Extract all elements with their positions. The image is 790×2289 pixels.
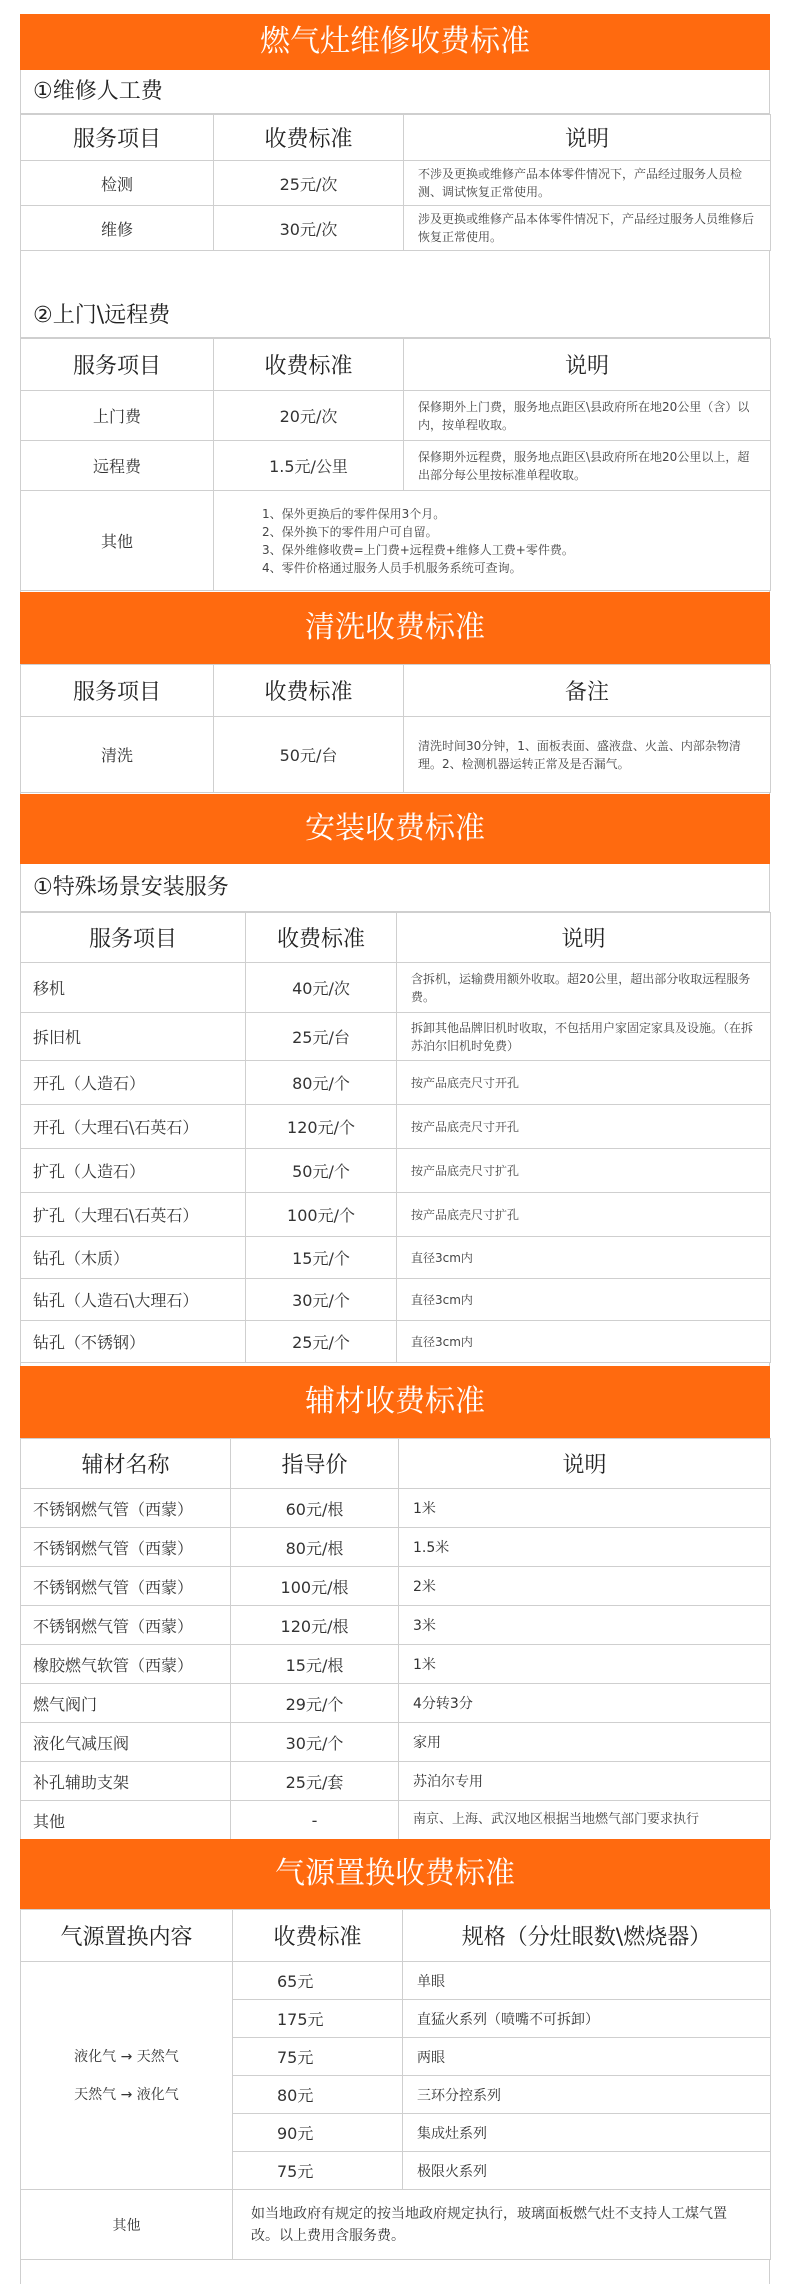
note-cell: 直径3cm内 xyxy=(397,1321,771,1363)
price-cell: - xyxy=(231,1801,399,1840)
price-cell: 29元/个 xyxy=(231,1684,399,1723)
item-cell: 移机 xyxy=(21,963,246,1013)
price-cell: 25元/次 xyxy=(214,161,404,206)
table-row xyxy=(21,1567,771,1606)
note-cell: 1.5米 xyxy=(399,1528,771,1567)
item-cell: 不锈钢燃气管（西蒙） xyxy=(21,1489,231,1528)
note-cell: 4分转3分 xyxy=(399,1684,771,1723)
price-cell: 15元/个 xyxy=(246,1237,397,1279)
col-header-price: 收费标准 xyxy=(233,1910,403,1962)
note-cell: 家用 xyxy=(399,1723,771,1762)
col-header-guide-price: 指导价 xyxy=(231,1439,399,1489)
col-header-item: 服务项目 xyxy=(21,665,214,717)
spec-cell: 集成灶系列 xyxy=(403,2114,771,2152)
price-cell: 100元/个 xyxy=(246,1193,397,1237)
item-cell: 其他 xyxy=(21,1801,231,1840)
price-cell: 175元 xyxy=(233,2000,403,2038)
note-cell: 按产品底壳尺寸扩孔 xyxy=(397,1193,771,1237)
col-header-price: 收费标准 xyxy=(214,339,404,391)
cleaning-banner xyxy=(20,592,770,664)
item-cell: 维修 xyxy=(21,206,214,251)
labor-fee-table xyxy=(20,114,771,251)
table-row xyxy=(21,441,771,491)
conversion-label-ng-to-lpg: 天然气 → 液化气 xyxy=(74,2086,179,2103)
item-cell: 扩孔（大理石\石英石） xyxy=(21,1193,246,1237)
note-cell: 按产品底壳尺寸开孔 xyxy=(397,1105,771,1149)
title-banner xyxy=(20,14,770,70)
price-cell: 80元 xyxy=(233,2076,403,2114)
gas-conversion-table xyxy=(20,1909,771,2260)
note-cell: 南京、上海、武汉地区根据当地燃气部门要求执行 xyxy=(399,1801,771,1840)
price-cell: 30元/个 xyxy=(246,1279,397,1321)
section-heading-labor: ①维修人工费 xyxy=(21,70,769,114)
price-cell: 65元 xyxy=(233,1962,403,2000)
table-row xyxy=(21,1801,771,1840)
price-cell: 80元/个 xyxy=(246,1061,397,1105)
item-cell: 远程费 xyxy=(21,441,214,491)
item-cell: 其他 xyxy=(21,2190,233,2260)
item-cell: 拆旧机 xyxy=(21,1013,246,1061)
note-cell: 涉及更换或维修产品本体零件情况下，产品经过服务人员维修后恢复正常使用。 xyxy=(404,206,771,251)
other-notes-cell xyxy=(214,491,771,591)
section-heading-visit: ②上门\远程费 xyxy=(21,294,769,338)
table-row xyxy=(21,1279,771,1321)
table-row xyxy=(21,1606,771,1645)
price-cell: 1.5元/公里 xyxy=(214,441,404,491)
item-cell: 燃气阀门 xyxy=(21,1684,231,1723)
note-cell: 直径3cm内 xyxy=(397,1279,771,1321)
col-header-note: 说明 xyxy=(399,1439,771,1489)
price-cell: 80元/根 xyxy=(231,1528,399,1567)
note-cell: 1米 xyxy=(399,1645,771,1684)
note-cell: 拆卸其他品牌旧机时收取，不包括用户家固定家具及设施。（在拆苏泊尔旧机时免费） xyxy=(397,1013,771,1061)
price-cell: 75元 xyxy=(233,2038,403,2076)
list-item: 2、保外换下的零件用户可自留。 xyxy=(262,524,438,539)
price-cell: 75元 xyxy=(233,2152,403,2190)
table-row xyxy=(21,1061,771,1105)
item-cell: 不锈钢燃气管（西蒙） xyxy=(21,1606,231,1645)
materials-fee-table xyxy=(20,1438,771,1840)
note-cell: 3米 xyxy=(399,1606,771,1645)
item-cell: 橡胶燃气软管（西蒙） xyxy=(21,1645,231,1684)
spec-cell: 三环分控系列 xyxy=(403,2076,771,2114)
table-row-other xyxy=(21,2190,771,2260)
col-header-price: 收费标准 xyxy=(214,665,404,717)
table-row xyxy=(21,1013,771,1061)
item-cell: 检测 xyxy=(21,161,214,206)
table-row xyxy=(21,1193,771,1237)
price-cell: 15元/根 xyxy=(231,1645,399,1684)
price-cell: 25元/台 xyxy=(246,1013,397,1061)
item-cell: 扩孔（人造石） xyxy=(21,1149,246,1193)
table-row xyxy=(21,1684,771,1723)
note-cell: 2米 xyxy=(399,1567,771,1606)
item-cell: 开孔（人造石） xyxy=(21,1061,246,1105)
price-cell: 100元/根 xyxy=(231,1567,399,1606)
col-header-item: 服务项目 xyxy=(21,115,214,161)
price-cell: 50元/个 xyxy=(246,1149,397,1193)
item-cell: 钻孔（人造石\大理石） xyxy=(21,1279,246,1321)
price-cell: 30元/个 xyxy=(231,1723,399,1762)
price-cell: 60元/根 xyxy=(231,1489,399,1528)
price-cell: 30元/次 xyxy=(214,206,404,251)
list-item: 1、保外更换后的零件保用3个月。 xyxy=(262,506,446,521)
note-cell: 按产品底壳尺寸扩孔 xyxy=(397,1149,771,1193)
col-header-content: 气源置换内容 xyxy=(21,1910,233,1962)
note-cell: 1米 xyxy=(399,1489,771,1528)
col-header-item: 服务项目 xyxy=(21,339,214,391)
visit-fee-table xyxy=(20,338,771,591)
item-cell: 清洗 xyxy=(21,717,214,793)
table-row xyxy=(21,1321,771,1363)
col-header-note: 说明 xyxy=(404,115,771,161)
note-cell: 含拆机，运输费用额外收取。超20公里，超出部分收取远程服务费。 xyxy=(397,963,771,1013)
table-row xyxy=(21,717,771,793)
install-fee-table xyxy=(20,912,771,1363)
item-cell: 钻孔（不锈钢） xyxy=(21,1321,246,1363)
list-item: 4、零件价格通过服务人员手机服务系统可查询。 xyxy=(262,560,522,575)
table-row xyxy=(21,391,771,441)
price-cell: 25元/套 xyxy=(231,1762,399,1801)
install-title: 安装收费标准 xyxy=(305,811,485,846)
note-cell: 按产品底壳尺寸开孔 xyxy=(397,1061,771,1105)
price-cell: 90元 xyxy=(233,2114,403,2152)
page-title: 燃气灶维修收费标准 xyxy=(260,24,530,59)
list-item: 3、保外维修收费=上门费+远程费+维修人工费+零件费。 xyxy=(262,542,574,557)
table-row xyxy=(21,1105,771,1149)
price-cell: 40元/次 xyxy=(246,963,397,1013)
other-notes-list xyxy=(214,505,770,577)
item-cell: 其他 xyxy=(21,491,214,591)
note-cell: 清洗时间30分钟，1、面板表面、盛液盘、火盖、内部杂物清理。2、检测机器运转正常及是否漏气。 xyxy=(404,717,771,793)
note-cell: 不涉及更换或维修产品本体零件情况下，产品经过服务人员检测、调试恢复正常使用。 xyxy=(404,161,771,206)
gas-title: 气源置换收费标准 xyxy=(275,1856,515,1891)
price-cell: 120元/根 xyxy=(231,1606,399,1645)
install-banner xyxy=(20,794,770,864)
note-cell: 苏泊尔专用 xyxy=(399,1762,771,1801)
price-cell: 20元/次 xyxy=(214,391,404,441)
table-row xyxy=(21,1149,771,1193)
col-header-price: 收费标准 xyxy=(246,913,397,963)
item-cell: 补孔辅助支架 xyxy=(21,1762,231,1801)
col-header-item: 服务项目 xyxy=(21,913,246,963)
col-header-note: 说明 xyxy=(397,913,771,963)
price-cell: 50元/台 xyxy=(214,717,404,793)
spec-cell: 两眼 xyxy=(403,2038,771,2076)
note-cell: 直径3cm内 xyxy=(397,1237,771,1279)
col-header-price: 收费标准 xyxy=(214,115,404,161)
item-cell: 不锈钢燃气管（西蒙） xyxy=(21,1567,231,1606)
gas-banner xyxy=(20,1839,770,1909)
table-row-other xyxy=(21,491,771,591)
section-heading-special-install: ①特殊场景安装服务 xyxy=(21,864,769,912)
table-row xyxy=(21,1762,771,1801)
item-cell: 液化气减压阀 xyxy=(21,1723,231,1762)
item-cell: 开孔（大理石\石英石） xyxy=(21,1105,246,1149)
other-note-cell xyxy=(233,2190,771,2260)
col-header-spec: 规格（分灶眼数\燃烧器） xyxy=(403,1910,771,1962)
price-cell: 25元/个 xyxy=(246,1321,397,1363)
table-row xyxy=(21,206,771,251)
conversion-type-cell xyxy=(21,1962,233,2190)
table-row xyxy=(21,963,771,1013)
spec-cell: 直猛火系列（喷嘴不可拆卸） xyxy=(403,2000,771,2038)
materials-banner xyxy=(20,1366,770,1438)
price-cell: 120元/个 xyxy=(246,1105,397,1149)
table-row xyxy=(21,1528,771,1567)
table-row xyxy=(21,1489,771,1528)
cleaning-title: 清洗收费标准 xyxy=(305,610,485,645)
other-note-text: 如当地政府有规定的按当地政府规定执行，玻璃面板燃气灶不支持人工煤气置改。以上费用含服务费。 xyxy=(251,2205,727,2244)
spec-cell: 极限火系列 xyxy=(403,2152,771,2190)
item-cell: 不锈钢燃气管（西蒙） xyxy=(21,1528,231,1567)
item-cell: 上门费 xyxy=(21,391,214,441)
col-header-material: 辅材名称 xyxy=(21,1439,231,1489)
spec-cell: 单眼 xyxy=(403,1962,771,2000)
table-row xyxy=(21,1237,771,1279)
table-row xyxy=(21,1723,771,1762)
col-header-note: 说明 xyxy=(404,339,771,391)
conversion-label-lpg-to-ng: 液化气 → 天然气 xyxy=(74,2048,179,2065)
item-cell: 钻孔（木质） xyxy=(21,1237,246,1279)
note-cell: 保修期外远程费，服务地点距区\县政府所在地20公里以上，超出部分每公里按标准单程收取。 xyxy=(404,441,771,491)
col-header-remark: 备注 xyxy=(404,665,771,717)
table-row xyxy=(21,1645,771,1684)
note-cell: 保修期外上门费，服务地点距区\县政府所在地20公里（含）以内，按单程收取。 xyxy=(404,391,771,441)
table-row xyxy=(21,161,771,206)
cleaning-fee-table xyxy=(20,664,771,793)
table-row xyxy=(21,1962,771,2000)
materials-title: 辅材收费标准 xyxy=(305,1384,485,1419)
